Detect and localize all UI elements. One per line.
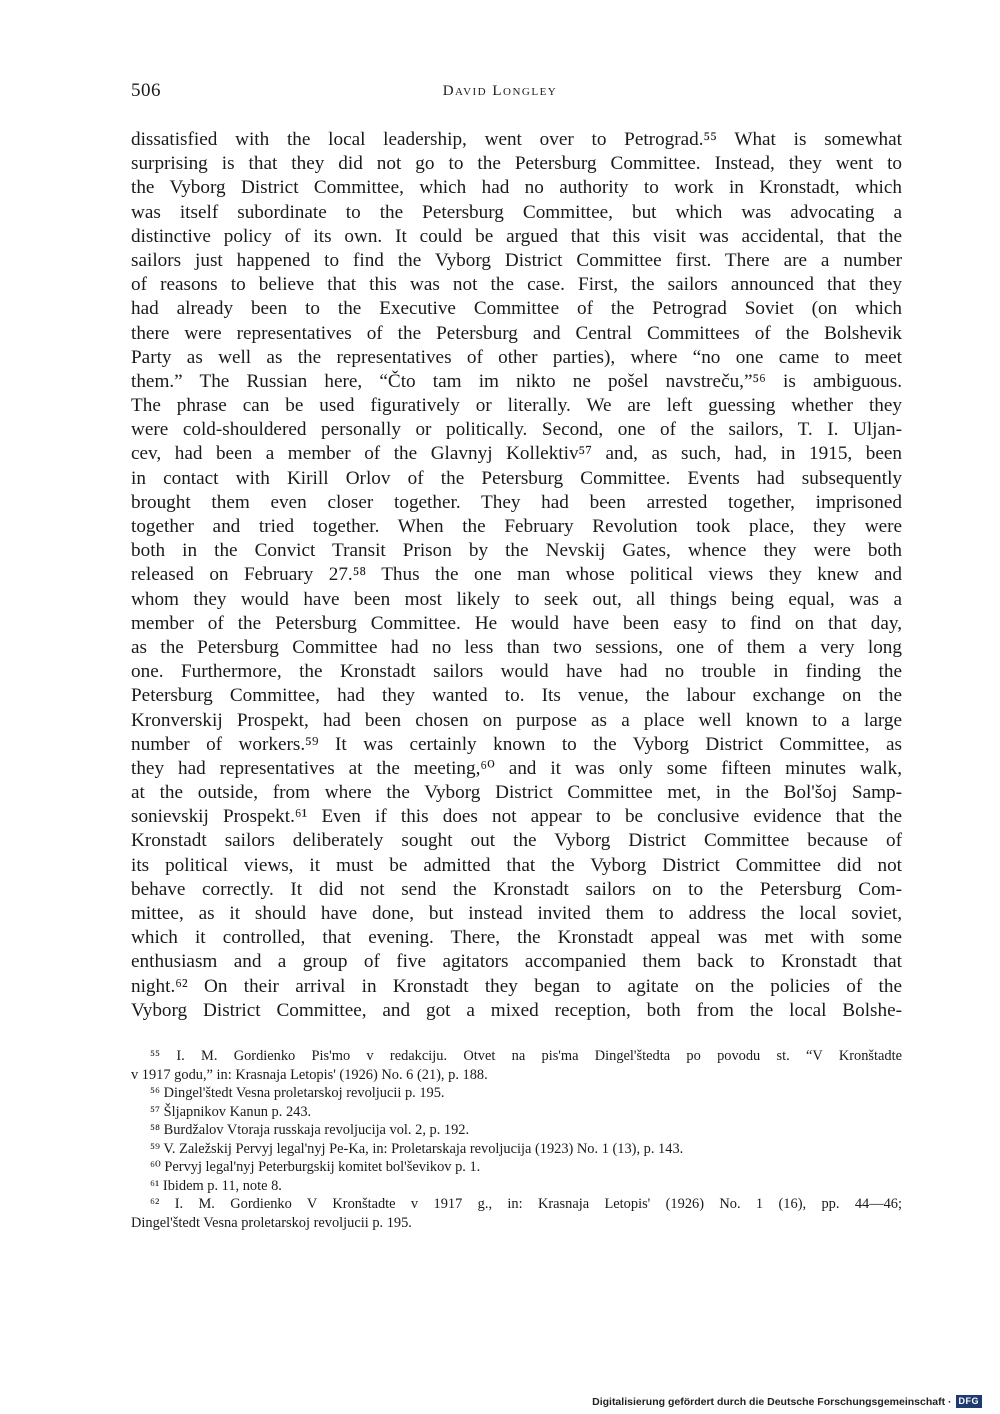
footnote-line: ⁶² I. M. Gordienko V Kronštadte v 1917 g., in: Krasnaja Letopis' (1926) No. 1 (16), pp. 44—46; [150,1196,902,1212]
body-line: sonievskij Prospekt.⁶¹ Even if this does not appear to be conclusive evidence that the [131,806,902,828]
footnote-line: Dingel'štedt Vesna proletarskoj revoljucii p. 195. [131,1214,412,1231]
body-line: at the outside, from where the Vyborg District Committee met, in the Bol'šoj Samp- [131,782,902,804]
body-line: in contact with Kirill Orlov of the Petersburg Committee. Events had subsequently [131,467,902,489]
body-line: were cold-shouldered personally or politically. Second, one of the sailors, T. I. Uljan- [131,419,902,441]
body-line: brought them even closer together. They had been arrested together, imprisoned [131,491,902,513]
footnote-line: ⁵⁹ V. Zaležskij Pervyj legal'nyj Pe-Ka, in: Proletarskaja revoljucija (1923) No. 1 (13), p. 143. [150,1140,684,1157]
footnote-line: v 1917 godu,” in: Krasnaja Letopis' (1926) No. 6 (21), p. 188. [131,1066,488,1083]
body-line: one. Furthermore, the Kronstadt sailors would have had no trouble in finding the [131,661,902,683]
footnote-line: ⁵⁵ I. M. Gordienko Pis'mo v redakciju. Otvet na pis'ma Dingel'štedta po povodu st. “V Kronštadte [150,1048,902,1064]
body-line: Vyborg District Committee, and got a mixed reception, both from the local Bolshe- [131,999,902,1021]
body-line: as the Petersburg Committee had no less than two sessions, one of them a very long [131,636,902,658]
dfg-logo: DFG [956,1395,983,1408]
body-line: Kronstadt sailors deliberately sought out the Vyborg District Committee because of [131,830,902,852]
body-line: distinctive policy of its own. It could be argued that this visit was accidental, that the [131,225,902,247]
footnote-line: ⁵⁶ Dingel'štedt Vesna proletarskoj revoljucii p. 195. [150,1085,445,1101]
funding-note [592,1395,982,1408]
funding-text: Digitalisierung gefördert durch die Deutsche Forschungsgemeinschaft · [592,1395,952,1408]
body-text [131,128,902,1023]
body-line: cev, had been a member of the Glavnyj Kollektiv⁵⁷ and, as such, had, in 1915, been [131,443,902,465]
body-line: which it controlled, that evening. There, the Kronstadt appeal was met with some [131,927,902,949]
body-line: them.” The Russian here, “Čto tam im nikto ne pošel navstreču,”⁵⁶ is ambiguous. [131,370,902,392]
body-line: enthusiasm and a group of five agitators accompanied them back to Kronstadt that [131,951,902,973]
body-line: they had representatives at the meeting,⁶⁰ and it was only some fifteen minutes walk, [131,757,902,779]
body-line: mittee, as it should have done, but instead invited them to address the local soviet, [131,903,902,924]
body-line: of reasons to believe that this was not the case. First, the sailors announced that they [131,274,902,296]
footnote-line: ⁶¹ Ibidem p. 11, note 8. [150,1177,282,1194]
body-line: its political views, it must be admitted that the Vyborg District Committee did not [131,854,902,876]
body-line: surprising is that they did not go to the Petersburg Committee. Instead, they went to [131,153,902,175]
running-head: David Longley [442,83,558,99]
body-line: the Vyborg District Committee, which had no authority to work in Kronstadt, which [131,177,902,199]
body-line: was itself subordinate to the Petersburg Committee, but which was advocating a [131,201,902,223]
page-number: 506 [131,80,161,101]
body-line: dissatisfied with the local leadership, went over to Petrograd.⁵⁵ What is somewhat [131,129,902,150]
body-line: had already been to the Executive Committee of the Petrograd Soviet (on which [131,298,902,320]
body-line: together and tried together. When the February Revolution took place, they were [131,516,902,537]
body-line: sailors just happened to find the Vyborg District Committee first. There are a number [131,249,902,271]
body-line: night.⁶² On their arrival in Kronstadt they began to agitate on the policies of the [131,975,902,997]
footnote-line: ⁵⁸ Burdžalov Vtoraja russkaja revoljucija vol. 2, p. 192. [150,1122,470,1138]
body-line: Petersburg Committee, had they wanted to. Its venue, the labour exchange on the [131,685,902,707]
body-line: The phrase can be used figuratively or literally. We are left guessing whether they [131,395,902,417]
footnote-line: ⁵⁷ Šljapnikov Kanun p. 243. [150,1103,312,1120]
body-line: Kronverskij Prospekt, had been chosen on purpose as a place well known to a large [131,709,902,731]
body-line: behave correctly. It did not send the Kronstadt sailors on to the Petersburg Com- [131,878,902,900]
body-line: number of workers.⁵⁹ It was certainly known to the Vyborg District Committee, as [131,733,902,755]
body-line: member of the Petersburg Committee. He would have been easy to find on that day, [131,612,902,634]
body-line: whom they would have been most likely to seek out, all things being equal, was a [131,588,902,610]
body-line: there were representatives of the Petersburg and Central Committees of the Bolshevik [131,322,902,344]
footnotes [131,1047,902,1232]
body-line: Party as well as the representatives of other parties), where “no one came to meet [131,346,902,368]
footnote-line: ⁶⁰ Pervyj legal'nyj Peterburgskij komitet bol'ševikov p. 1. [150,1159,481,1175]
body-line: both in the Convict Transit Prison by the Nevskij Gates, whence they were both [131,540,902,562]
body-line: released on February 27.⁵⁸ Thus the one man whose political views they knew and [131,564,902,586]
